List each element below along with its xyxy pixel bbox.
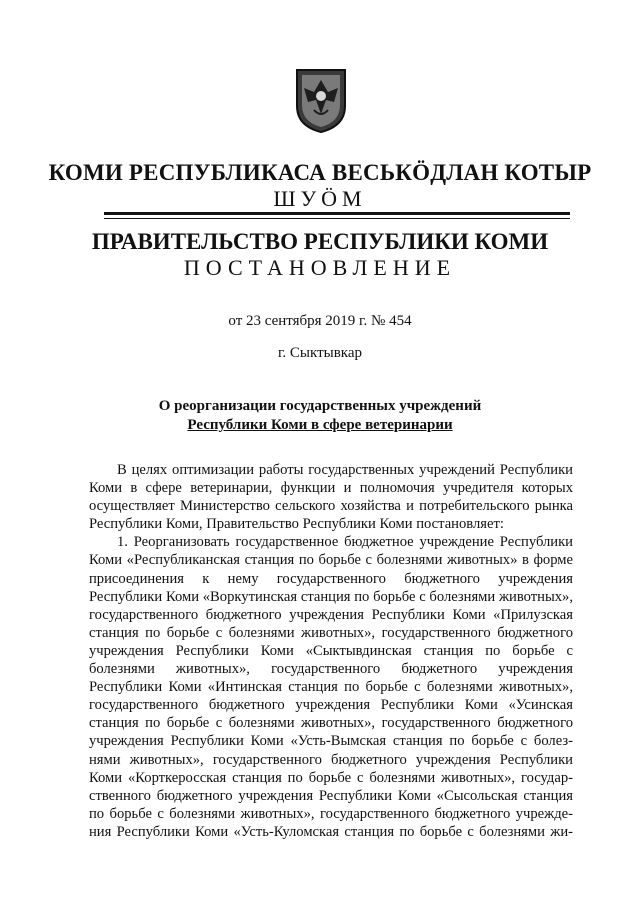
header-divider-thick — [104, 212, 570, 215]
header-doc-type: ПОСТАНОВЛЕНИЕ — [183, 255, 457, 280]
body-paragraph-preamble: В целях оптимизации работы государственных учреждений Республики Коми в сфере ветеринарии, функции и полномочия учредителя которых осуществляет Министерство сельского хозяйства и потребительского рынка Республики Коми, Правительство Республики Коми постановляет: — [89, 462, 573, 533]
header-government-title: ПРАВИТЕЛЬСТВО РЕСПУБЛИКИ КОМИ — [91, 229, 549, 254]
subject-line-1: О реорганизации государственных учреждений — [158, 398, 482, 414]
subject-line-2-text: Республики Коми в сфере ветеринарии — [187, 417, 453, 433]
document-city: г. Сыктывкар — [277, 345, 363, 361]
coat-of-arms-emblem — [294, 66, 348, 134]
body-paragraph-item-1: 1. Реорганизовать государственное бюджетное учреждение Республики Коми «Республиканская станция по борьбе с болезнями животных» в форме присоединения к нему государственного бюджетного учреждения Республики Коми «Воркутинская станция по борьбе с болезнями животных», государственного бюджетного учреждения Республики Коми «Прилузская станция по борьбе с болезнями животных», государственного бюджетного учреждения Республики Коми «Сыктывдинская станция по борьбе с болезнями животных», государственного бюджетного учреждения Республики Коми «Интинская станция по борьбе с болезнями животных», государственного бюджетного учреждения Республики Коми «Усинская станция по борьбе с болезнями животных», государственного бюджетного учреждения Республики Коми «Усть-Вымская станция по борьбе с болезнями животных», государственного бюджетного учреждения Республики Коми «Корткеросская станция по борьбе с болезнями животных», государственного бюджетного учреждения Республики Коми «Сысольская станция по борьбе с болезнями животных», государственного бюджетного учреждения Республики Коми «Усть-Куломская станция по борьбе с болезнями жи- — [89, 534, 573, 840]
header-komi-doc-type: ШУӦМ — [273, 186, 367, 211]
subject-line-2 — [0, 417, 640, 434]
header-divider-thin — [104, 218, 570, 219]
header-komi-title: КОМИ РЕСПУБЛИКАСА ВЕСЬКӦДЛАН КОТЫР — [48, 160, 592, 185]
document-date-number: от 23 сентября 2019 г. № 454 — [228, 313, 412, 329]
document-body — [89, 461, 573, 841]
